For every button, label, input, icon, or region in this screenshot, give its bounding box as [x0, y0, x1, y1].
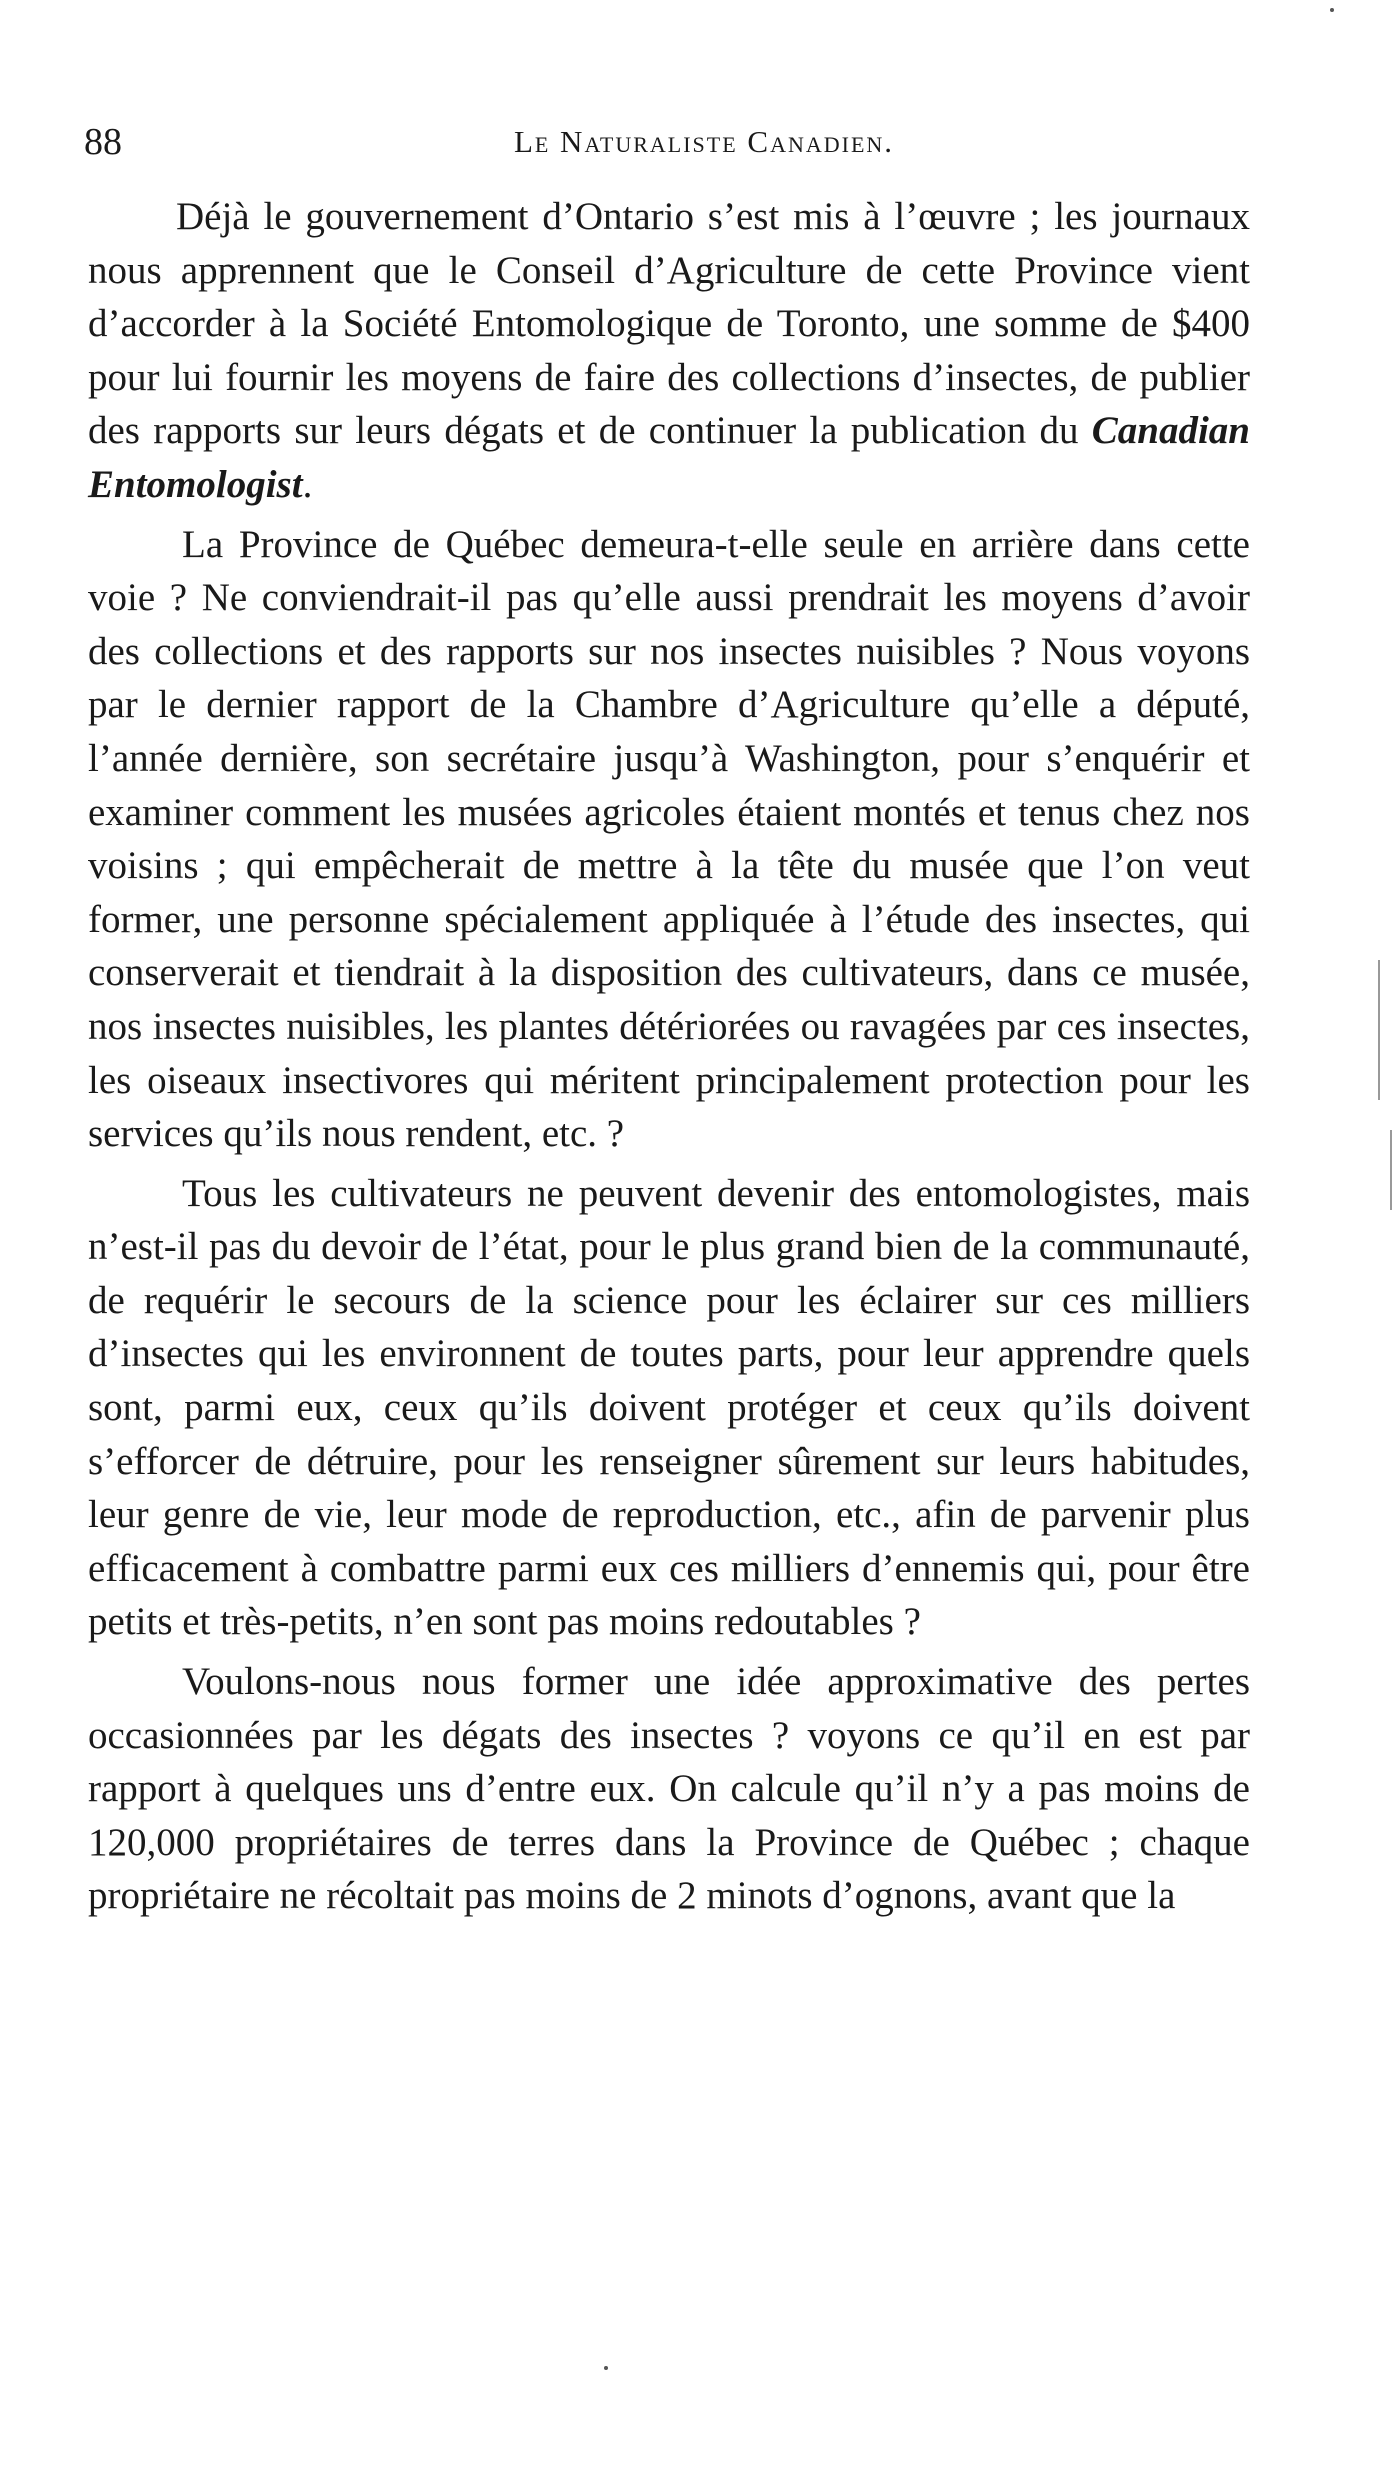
paragraph-3: Tous les cultivateurs ne peuvent devenir des entomologistes, mais n’est-il pas du devoir de l’état, pour le plus grand bien de la communauté, de requérir le secours de la science pour les éclairer sur ces milliers d’insectes qui les environnent de toutes parts, pour leur apprendre quels sont, parmi eux, ceux qu’ils doivent protéger et ceux qu’ils doivent s’efforcer de détruire, pour les renseigner sûrement sur leurs habitudes, leur genre de vie, leur mode de reproduction, etc., afin de parvenir plus efficacement à combattre parmi eux ces milliers d’ennemis qui, pour être petits et très-petits, n’en sont pas moins redoutables ?: [88, 1171, 1250, 1644]
journal-title: Canadian Entomologist: [88, 409, 1250, 506]
page-header: [84, 118, 1254, 166]
running-title: Le Naturaliste Canadien.: [513, 124, 895, 159]
paragraph-1-end: .: [302, 462, 313, 506]
scan-edge-mark-lower: [1390, 1130, 1392, 1210]
body-text: [88, 190, 1250, 1929]
page-number: 88: [84, 121, 122, 163]
scan-edge-mark: [1378, 960, 1380, 1100]
scan-speck: [604, 2366, 608, 2370]
paragraph-2: La Province de Québec demeura-t-elle seule en arrière dans cette voie ? Ne conviendrait-il pas qu’elle aussi prendrait les moyens d’avoir des collections et des rapports sur nos insectes nuisibles ? Nous voyons par le dernier rapport de la Chambre d’Agriculture qu’elle a député, l’année dernière, son secrétaire jusqu’à Washington, pour s’enquérir et examiner comment les musées agricoles étaient montés et tenus chez nos voisins ; qui empêcherait de mettre à la tête du musée que l’on veut former, une personne spécialement appliquée à l’étude des insectes, qui conserverait et tiendrait à la disposition des cultivateurs, dans ce musée, nos insectes nuisibles, les plantes détériorées ou ravagées par ces insectes, les oiseaux insectivores qui méritent principalement protection pour les services qu’ils nous rendent, etc. ?: [88, 522, 1250, 1156]
paragraph-1-text: Déjà le gouvernement d’Ontario s’est mis à l’œuvre ; les journaux nous apprennent que le Conseil d’Agriculture de cette Province vient d’accorder à la Société Entomologique de Toronto, une somme de $400 pour lui fournir les moyens de faire des collections d’insectes, de publier des rapports sur leurs dégats et de continuer la publication du: [88, 195, 1250, 453]
paragraph-4: Voulons-nous nous former une idée approximative des pertes occasionnées par les dégats des insectes ? voyons ce qu’il en est par rapport à quelques uns d’entre eux. On calcule qu’il n’y a pas moins de 120,000 propriétaires de terres dans la Province de Québec ; chaque propriétaire ne récoltait pas moins de 2 minots d’ognons, avant que la: [88, 1660, 1250, 1918]
scan-speck-top: [1330, 8, 1334, 12]
paragraph-1: [88, 190, 1250, 512]
